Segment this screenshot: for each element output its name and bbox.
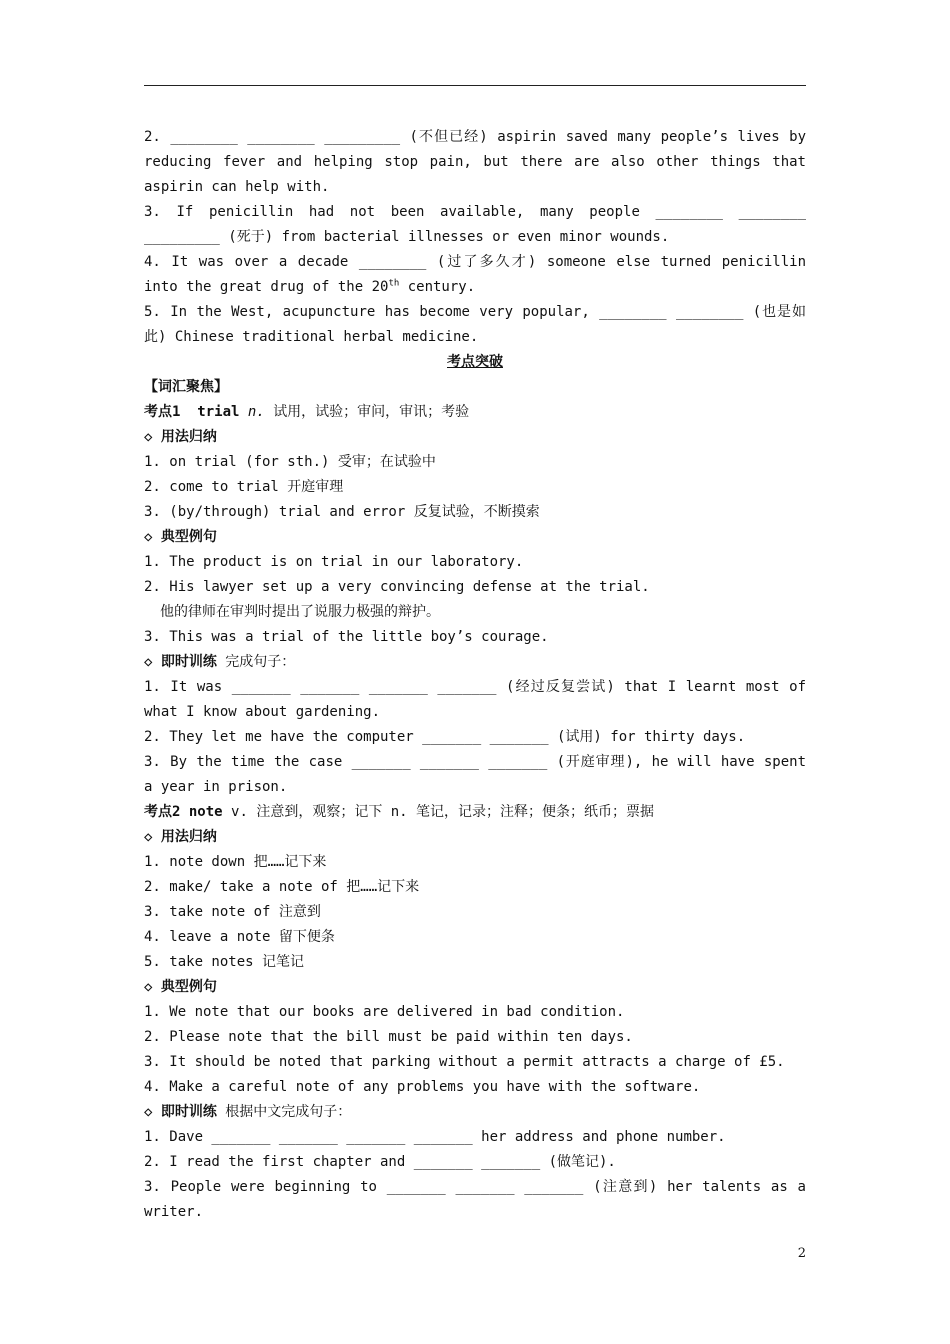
exercise-3-line-1: 3. If penicillin had not been available, many people ________ ________ — [144, 204, 806, 220]
point1-practice-instruction: 完成句子： — [225, 654, 296, 670]
point1-def: 试用，试验；审问，审讯；考验 — [273, 404, 470, 420]
point1-usage-label: ◇ 用法归纳 — [144, 429, 217, 445]
point2-usage-label: ◇ 用法归纳 — [144, 829, 217, 845]
point2-usage-2: 2. make/ take a note of 把……记下来 — [144, 879, 420, 895]
point1-example-3: 3. This was a trial of the little boy’s courage. — [144, 629, 549, 645]
exercise-4-text-end: century. — [399, 279, 476, 295]
page-number: 2 — [797, 1246, 806, 1261]
exercise-4-text: into the great drug of the 20 — [144, 279, 389, 295]
exercise-5-line-1: 5. In the West, acupuncture has become very popular, ________ ________ (也是如 — [144, 304, 806, 320]
point2-practice-2: 2. I read the first chapter and _______ _______ (做笔记). — [144, 1154, 616, 1170]
section-title: 考点突破 — [447, 354, 503, 370]
point1-practice-2: 2. They let me have the computer _______ _______ (试用) for thirty days. — [144, 729, 746, 745]
point2-example-1: 1. We note that our books are delivered in bad condition. — [144, 1004, 625, 1020]
point2-usage-4: 4. leave a note 留下便条 — [144, 929, 335, 945]
point2-example-2: 2. Please note that the bill must be paid within ten days. — [144, 1029, 633, 1045]
point1-usage-3: 3. (by/through) trial and error 反复试验，不断摸索 — [144, 504, 540, 520]
point1-examples-label: ◇ 典型例句 — [144, 529, 217, 545]
point2-example-3: 3. It should be noted that parking without a permit attracts a charge of £5. — [144, 1054, 785, 1070]
exercise-2-line-3: aspirin can help with. — [144, 179, 330, 195]
point1-heading — [144, 400, 806, 425]
point1-example-2: 2. His lawyer set up a very convincing defense at the trial. — [144, 579, 650, 595]
point2-word: note — [188, 804, 223, 820]
document-body — [144, 125, 806, 1225]
point2-examples-label: ◇ 典型例句 — [144, 979, 217, 995]
exercise-3-line-2: _________ (死于) from bacterial illnesses or even minor wounds. — [144, 229, 670, 245]
vocab-heading: 【词汇聚焦】 — [144, 379, 228, 395]
point2-practice-1: 1. Dave _______ _______ _______ _______ her address and phone number. — [144, 1129, 726, 1145]
point2-practice-3-line-2: writer. — [144, 1204, 204, 1220]
point1-pos: n. — [247, 404, 265, 420]
point2-label: 考点2 — [144, 804, 181, 820]
point1-word: trial — [197, 404, 240, 420]
point1-label: 考点1 — [144, 404, 181, 420]
point2-usage-1: 1. note down 把……记下来 — [144, 854, 327, 870]
exercise-5-line-2: 此) Chinese traditional herbal medicine. — [144, 329, 479, 345]
point2-practice-3-line-1: 3. People were beginning to _______ _______ _______ (注意到) her talents as a — [144, 1179, 806, 1195]
point2-heading — [144, 800, 806, 825]
point1-practice-1-line-1: 1. It was _______ _______ _______ _______ (经过反复尝试) that I learnt most of — [144, 679, 806, 695]
exercise-4-line-1: 4. It was over a decade ________ (过了多久才) someone else turned penicillin — [144, 254, 806, 270]
point2-usage-3: 3. take note of 注意到 — [144, 904, 321, 920]
point1-usage-1: 1. on trial (for sth.) 受审；在试验中 — [144, 454, 436, 470]
point1-practice-label: ◇ 即时训练 — [144, 654, 217, 670]
point1-example-1: 1. The product is on trial in our laboratory. — [144, 554, 524, 570]
point2-def: v. 注意到，观察；记下 n. 笔记，记录；注释；便条；纸币；票据 — [231, 804, 655, 820]
point1-example-2-translation: 他的律师在审判时提出了说服力极强的辩护。 — [160, 604, 440, 620]
point1-practice-3-line-1: 3. By the time the case _______ _______ _______ (开庭审理), he will have spent — [144, 754, 806, 770]
header-rule — [144, 85, 806, 86]
point2-usage-5: 5. take notes 记笔记 — [144, 954, 305, 970]
point1-practice-1-line-2: what I know about gardening. — [144, 704, 381, 720]
point1-practice-3-line-2: a year in prison. — [144, 779, 288, 795]
exercise-4-line-2 — [144, 275, 806, 300]
point1-usage-2: 2. come to trial 开庭审理 — [144, 479, 344, 495]
point2-practice-heading — [144, 1100, 806, 1125]
point2-example-4: 4. Make a careful note of any problems you have with the software. — [144, 1079, 701, 1095]
exercise-2-line-1: 2. ________ ________ _________ (不但已经) aspirin saved many people’s lives by — [144, 129, 806, 145]
exercise-2-line-2: reducing fever and helping stop pain, but there are also other things that — [144, 154, 806, 170]
point1-practice-heading — [144, 650, 806, 675]
point2-practice-label: ◇ 即时训练 — [144, 1104, 217, 1120]
point2-practice-instruction: 根据中文完成句子： — [225, 1104, 352, 1120]
superscript-th: th — [388, 278, 400, 289]
